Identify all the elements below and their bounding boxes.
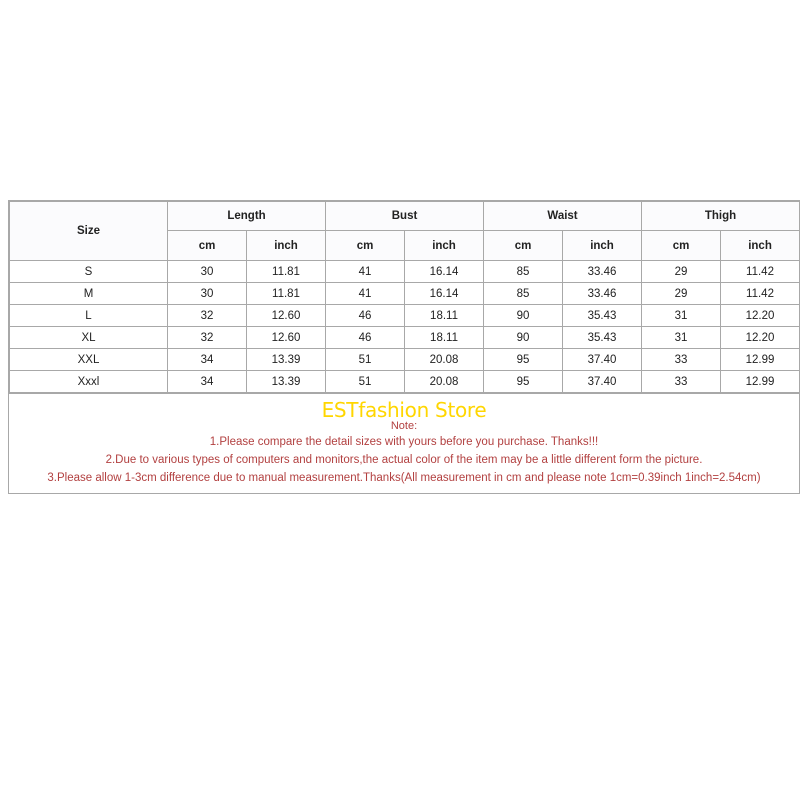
table-row [10, 283, 800, 305]
bust-inch-cell: 18.11 [405, 327, 484, 349]
bust-inch-header: inch [405, 231, 484, 261]
table-row [10, 349, 800, 371]
bust-inch-cell: 20.08 [405, 371, 484, 393]
thigh-cm-cell: 33 [642, 349, 721, 371]
table-row [10, 371, 800, 393]
waist-cm-cell: 90 [484, 327, 563, 349]
length-cm-cell: 30 [168, 261, 247, 283]
group-header-row [10, 202, 800, 231]
notes-section [9, 393, 799, 493]
store-name: ESTfashion Store [321, 398, 487, 422]
note-line-2: 2.Due to various types of computers and monitors,the actual color of the item may be a little different form the picture. [105, 454, 703, 466]
length-inch-cell: 12.60 [247, 305, 326, 327]
thigh-inch-cell: 11.42 [721, 283, 800, 305]
length-cm-cell: 30 [168, 283, 247, 305]
note-line-1: 1.Please compare the detail sizes with yours before you purchase. Thanks!!! [209, 436, 599, 448]
bust-cm-cell: 51 [326, 349, 405, 371]
size-cell: M [10, 283, 168, 305]
table-row [10, 305, 800, 327]
waist-cm-cell: 85 [484, 283, 563, 305]
waist-cm-cell: 90 [484, 305, 563, 327]
size-cell: L [10, 305, 168, 327]
waist-cm-cell: 95 [484, 349, 563, 371]
length-cm-cell: 34 [168, 349, 247, 371]
length-inch-cell: 13.39 [247, 371, 326, 393]
size-table [9, 201, 800, 393]
length-header: Length [168, 202, 326, 231]
length-inch-cell: 12.60 [247, 327, 326, 349]
thigh-inch-cell: 12.20 [721, 305, 800, 327]
table-row [10, 261, 800, 283]
waist-cm-header: cm [484, 231, 563, 261]
bust-cm-cell: 41 [326, 283, 405, 305]
size-header: Size [10, 202, 168, 261]
waist-inch-cell: 35.43 [563, 305, 642, 327]
waist-inch-cell: 35.43 [563, 327, 642, 349]
thigh-inch-cell: 12.99 [721, 349, 800, 371]
size-chart [8, 200, 800, 494]
waist-inch-cell: 33.46 [563, 283, 642, 305]
thigh-inch-cell: 11.42 [721, 261, 800, 283]
bust-cm-cell: 51 [326, 371, 405, 393]
length-cm-cell: 32 [168, 305, 247, 327]
thigh-cm-cell: 29 [642, 261, 721, 283]
waist-inch-cell: 37.40 [563, 371, 642, 393]
size-cell: XL [10, 327, 168, 349]
length-inch-header: inch [247, 231, 326, 261]
size-cell: Xxxl [10, 371, 168, 393]
thigh-inch-header: inch [721, 231, 800, 261]
table-row [10, 327, 800, 349]
length-cm-cell: 32 [168, 327, 247, 349]
bust-header: Bust [326, 202, 484, 231]
waist-cm-cell: 85 [484, 261, 563, 283]
length-inch-cell: 13.39 [247, 349, 326, 371]
waist-cm-cell: 95 [484, 371, 563, 393]
thigh-header: Thigh [642, 202, 800, 231]
note-title: Note: [390, 420, 418, 432]
bust-cm-header: cm [326, 231, 405, 261]
waist-inch-cell: 37.40 [563, 349, 642, 371]
waist-inch-cell: 33.46 [563, 261, 642, 283]
bust-cm-cell: 41 [326, 261, 405, 283]
length-inch-cell: 11.81 [247, 261, 326, 283]
thigh-inch-cell: 12.99 [721, 371, 800, 393]
thigh-cm-header: cm [642, 231, 721, 261]
length-cm-header: cm [168, 231, 247, 261]
bust-cm-cell: 46 [326, 305, 405, 327]
length-cm-cell: 34 [168, 371, 247, 393]
thigh-cm-cell: 33 [642, 371, 721, 393]
size-cell: S [10, 261, 168, 283]
thigh-cm-cell: 29 [642, 283, 721, 305]
bust-inch-cell: 16.14 [405, 261, 484, 283]
bust-cm-cell: 46 [326, 327, 405, 349]
bust-inch-cell: 18.11 [405, 305, 484, 327]
bust-inch-cell: 16.14 [405, 283, 484, 305]
waist-inch-header: inch [563, 231, 642, 261]
thigh-inch-cell: 12.20 [721, 327, 800, 349]
thigh-cm-cell: 31 [642, 305, 721, 327]
bust-inch-cell: 20.08 [405, 349, 484, 371]
thigh-cm-cell: 31 [642, 327, 721, 349]
size-cell: XXL [10, 349, 168, 371]
note-line-3: 3.Please allow 1-3cm difference due to manual measurement.Thanks(All measurement in cm and please note 1cm=0.39inch 1inch=2.54cm) [47, 472, 761, 484]
length-inch-cell: 11.81 [247, 283, 326, 305]
waist-header: Waist [484, 202, 642, 231]
